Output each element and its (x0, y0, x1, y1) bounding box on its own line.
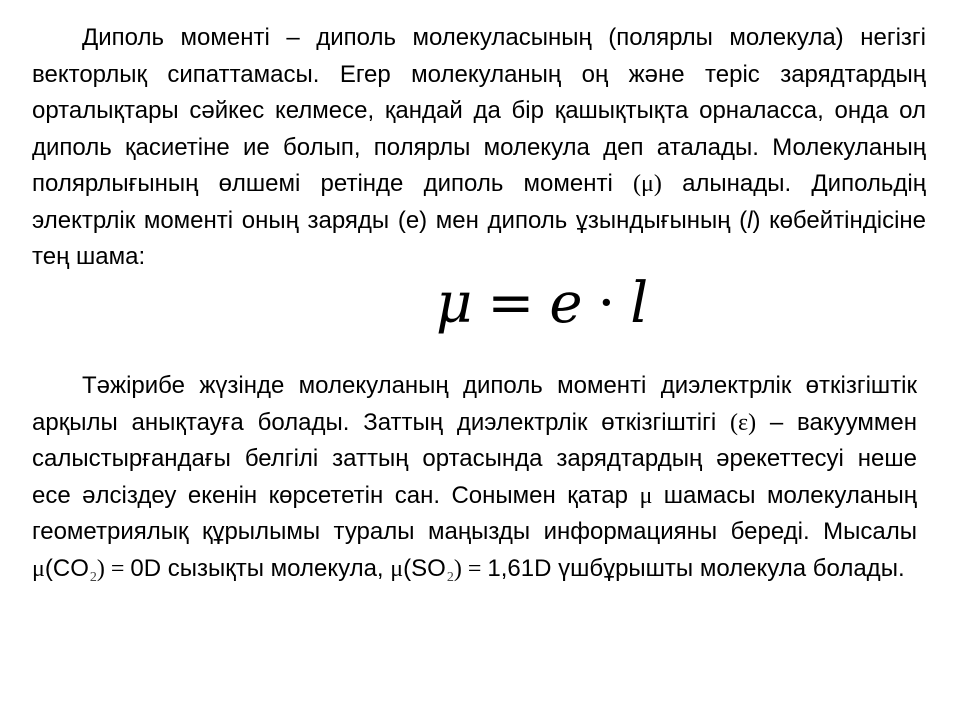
formula-equals: = (487, 271, 536, 336)
so2-subscript: 2 (446, 569, 454, 585)
length-symbol-l: l (747, 206, 753, 234)
epsilon-symbol: (ε) (730, 409, 757, 436)
mu-symbol-co2: μ (32, 555, 45, 582)
para2-text-part5: 1,61D үшбұрышты молекула болады. (487, 554, 905, 582)
formula-e: e (549, 271, 584, 336)
para2-text-part2: – вакууммен салыстырғандағы белгілі заттың ортасында зарядтардың әрекеттесуі неше есе әлсіздеу екенін көрсететін сан. Сонымен қатар (32, 408, 917, 509)
mu-symbol: (μ) (633, 171, 662, 197)
mu-symbol-so2: μ (390, 555, 404, 582)
para2-text-part1: Тәжірибе жүзінде молекуланың диполь моменті диэлектрлік өткізгіштік арқылы анықтауға болады. Заттың диэлектрлік өткізгіштігі (32, 372, 917, 436)
co2-formula: (CO (44, 554, 89, 582)
para1-text-part3: ) көбейтіндісіне тең шама: (32, 206, 926, 270)
formula-l: l (630, 271, 650, 336)
para2-text-part3: шамасы молекуланың геометриялық құрылымы туралы маңызды информацияны береді. Мысалы (32, 481, 917, 545)
formula-mu: μ (436, 271, 474, 336)
so2-formula: (SO (403, 554, 446, 582)
so2-equals: ) = (453, 555, 488, 582)
co2-subscript: 2 (89, 569, 97, 585)
para2-text-part4: 0D сызықты молекула, (130, 554, 391, 582)
para1-text-part2: алынады. Дипольдің электрлік моменті оның заряды (е) мен диполь ұзындығының ( (32, 170, 926, 234)
co2-equals: ) = (96, 555, 131, 582)
para1-text-part1: Диполь моменті – диполь молекуласының (полярлы молекула) негізгі векторлық сипаттамасы. Егер молекуланың оң және теріс зарядтардың орталықтары сәйкес келмесе, қандай да бір қашықтықта орналасса, онда ол диполь қасиетіне ие болып, полярлы молекула деп аталады. Молекуланың полярлығының өлшемі ретінде диполь моменті (32, 24, 926, 197)
formula-dot: · (597, 271, 617, 336)
mu-symbol-inline: μ (639, 482, 653, 509)
dipole-moment-formula (436, 272, 649, 336)
dipole-moment-definition-paragraph (32, 20, 926, 276)
dielectric-permittivity-paragraph (32, 368, 917, 596)
